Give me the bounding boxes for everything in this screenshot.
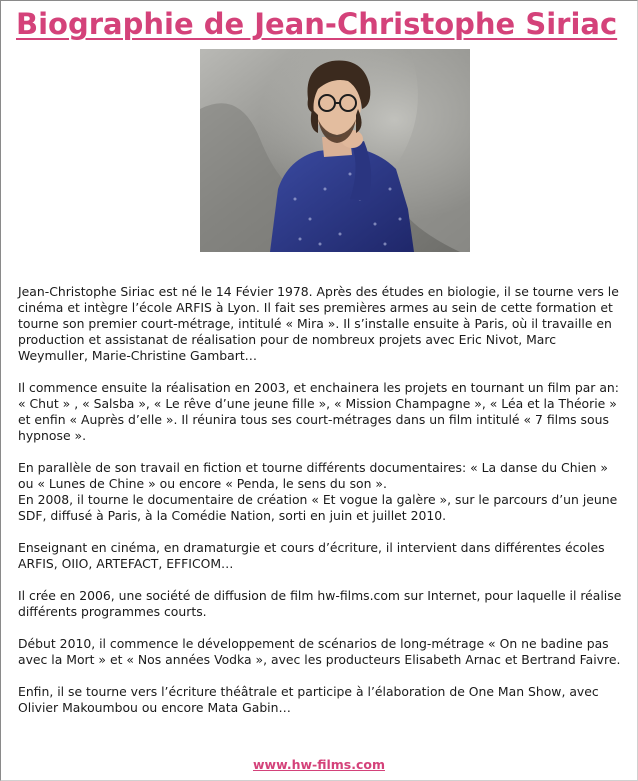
paragraph-teaching: Enseignant en cinéma, en dramaturgie et cours d’écriture, il intervient dans différentes écoles ARFIS, OIIO, ARTEFACT, EFFICOM… (18, 540, 605, 571)
paragraph-theatre: Enfin, il se tourne vers l’écriture théâtrale et participe à l’élaboration de One Man Show, avec Olivier Makoumbou ou encore Mata Gabin… (18, 684, 599, 715)
portrait-photo (200, 49, 470, 252)
paragraph-directing: Il commence ensuite la réalisation en 2003, et enchainera les projets en tournant un film par an: « Chut » , « Salsba », « Le rêve d’une jeune fille », « Mission Champagne », « Léa et la Théorie » et enfin « Auprès d’elle ». Il réunira tous ses court-métrages dans un film intitulé « 7 films sous hypnose ». (18, 380, 619, 443)
biography-text (18, 284, 622, 732)
website-link[interactable]: www.hw-films.com (252, 757, 385, 772)
page-title: Biographie de Jean-Christophe Siriac (16, 7, 618, 41)
paragraph-documentaries: En parallèle de son travail en fiction et tourne différents documentaires: « La danse du Chien » ou « Lunes de Chine » ou encore « Penda, le sens du son ». (18, 460, 609, 491)
paragraph-birth-studies: Jean-Christophe Siriac est né le 14 Févier 1978. Après des études en biologie, il se tourne vers le cinéma et intègre l’école ARFIS à Lyon. Il fait ses premières armes au sein de cette formation et tourne son premier court-métrage, intitulé « Mira ». Il s’installe ensuite à Paris, où il travaille en production et assistanat de réalisation pour de nombreux projets avec Eric Nivot, Marc Weymuller, Marie-Christine Gambart… (18, 284, 619, 363)
paragraph-feature-films: Début 2010, il commence le développement de scénarios de long-métrage « On ne badine pas avec la Mort » et « Nos années Vodka », avec les producteurs Elisabeth Arnac et Bertrand Faivre. (18, 636, 621, 667)
paragraph-company: Il crée en 2006, une société de diffusion de film hw-films.com sur Internet, pour laquelle il réalise différents programmes courts. (18, 588, 622, 619)
portrait-image (200, 49, 470, 252)
paragraph-2008: En 2008, il tourne le documentaire de création « Et vogue la galère », sur le parcours d’un jeune SDF, diffusé à Paris, à la Comédie Nation, sorti en juin et juillet 2010. (18, 492, 618, 523)
